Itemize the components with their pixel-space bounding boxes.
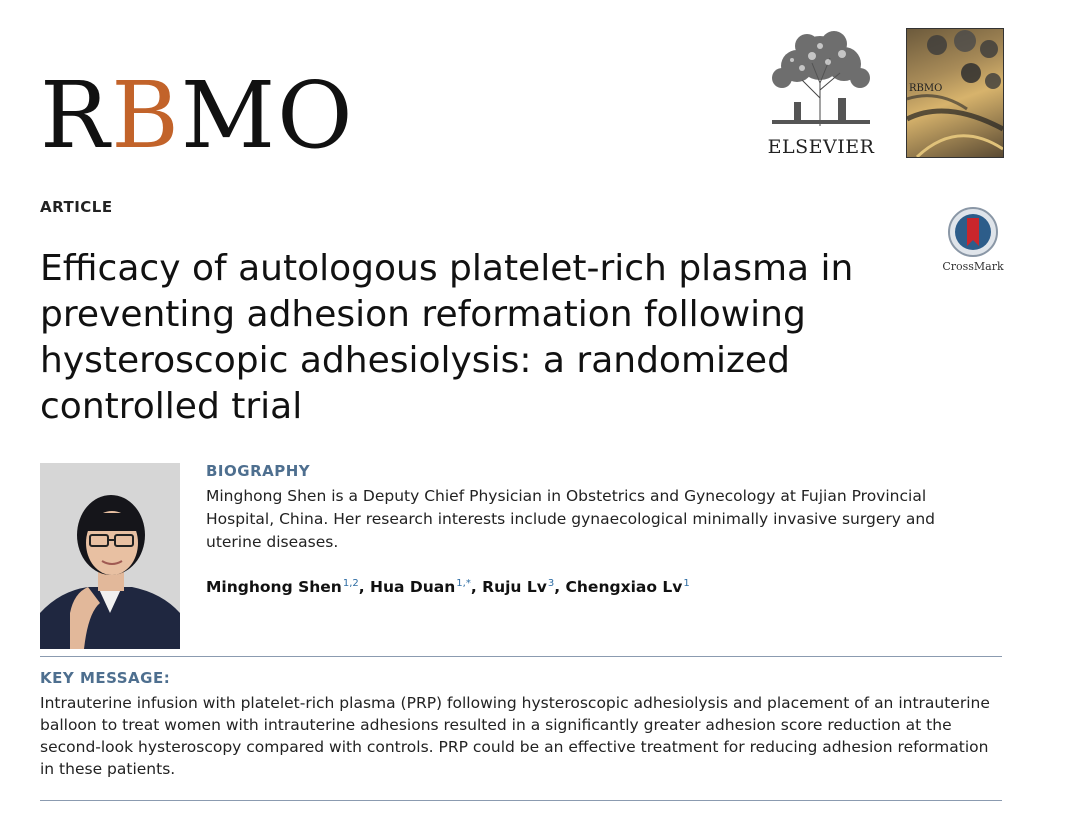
author-name: Minghong Shen bbox=[206, 578, 342, 596]
crossmark-button[interactable] bbox=[942, 206, 1004, 276]
author-affiliation[interactable]: 1,* bbox=[456, 578, 471, 589]
author-2[interactable] bbox=[370, 578, 482, 596]
key-message-text: Intrauterine infusion with platelet-rich plasma (PRP) following hysteroscopic adhesiolysis and placement of an intrauterine balloon to treat women with intrauterine adhesions resulted in a significantly greater adhesion score reduction at the second-look hysteroscopy compared with controls. PRP could be an effective treatment for reducing adhesion reformation in these patients. bbox=[40, 694, 990, 778]
author-name: Chengxiao Lv bbox=[565, 578, 683, 596]
author-separator: , bbox=[470, 578, 483, 596]
author-list bbox=[206, 578, 690, 596]
author-name: Ruju Lv bbox=[482, 578, 547, 596]
key-message-bottom-rule bbox=[40, 800, 1002, 801]
author-separator: , bbox=[554, 578, 566, 596]
author-affiliation[interactable]: 1 bbox=[683, 578, 690, 589]
journal-cover-image[interactable] bbox=[906, 28, 1004, 158]
author-3[interactable] bbox=[482, 578, 565, 596]
article-type-label: ARTICLE bbox=[40, 198, 113, 216]
author-portrait-icon bbox=[40, 463, 180, 649]
author-1[interactable] bbox=[206, 578, 370, 596]
logo-letters-mo: MO bbox=[180, 62, 355, 169]
author-affiliation[interactable]: 3 bbox=[547, 578, 555, 589]
crossmark-label: CrossMark bbox=[942, 260, 1004, 273]
article-title: Efficacy of autologous platelet-rich plasma in preventing adhesion reformation following hysteroscopic adhesiolysis: a randomized controlled trial bbox=[40, 248, 854, 427]
biography-text: Minghong Shen is a Deputy Chief Physician in Obstetrics and Gynecology at Fujian Provincial Hospital, China. Her research interests include gynaecological minimally invasive surgery and uterine diseases. bbox=[206, 487, 935, 551]
elsevier-logo bbox=[762, 28, 880, 158]
author-name: Hua Duan bbox=[370, 578, 456, 596]
logo-letter-r: R bbox=[40, 62, 112, 169]
journal-logo bbox=[40, 62, 355, 169]
key-message-top-rule bbox=[40, 656, 1002, 657]
author-photo bbox=[40, 463, 180, 649]
author-4[interactable] bbox=[566, 578, 690, 596]
crossmark-icon bbox=[947, 206, 999, 258]
author-separator: , bbox=[358, 578, 371, 596]
biography-heading: BIOGRAPHY bbox=[206, 462, 311, 480]
publisher-name: ELSEVIER bbox=[767, 136, 875, 158]
cover-label: RBMO bbox=[909, 83, 943, 94]
key-message-heading: KEY MESSAGE: bbox=[40, 669, 171, 687]
logo-letter-b: B bbox=[111, 62, 181, 169]
author-affiliation[interactable]: 1,2 bbox=[342, 578, 359, 589]
elsevier-tree-icon bbox=[762, 28, 880, 128]
